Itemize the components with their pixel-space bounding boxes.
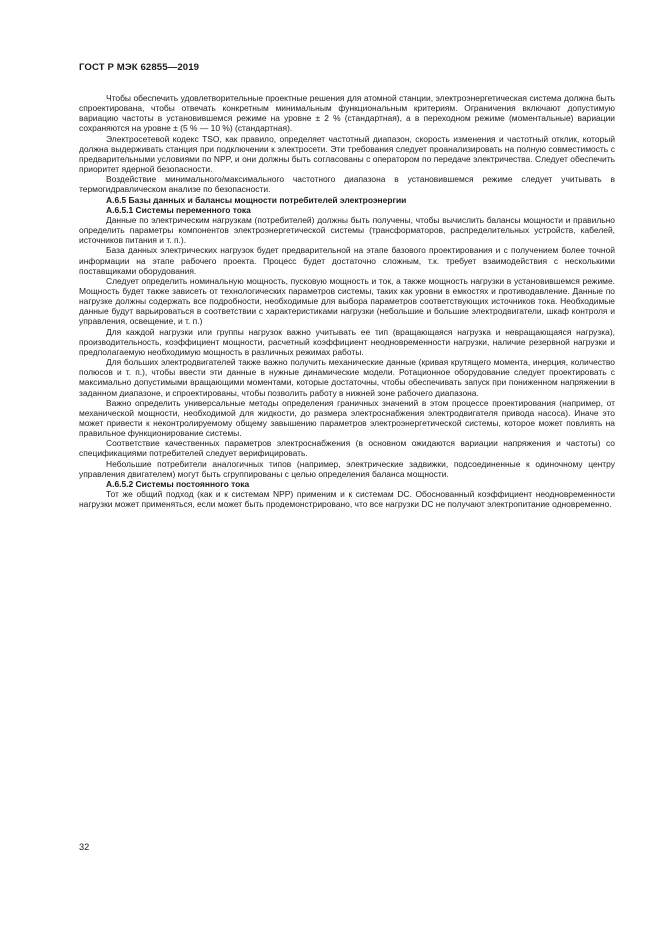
paragraph: Данные по электрическим нагрузкам (потребителей) должны быть получены, чтобы вычислить балансы мощности и правильно определить параметры компонентов электроэнергетической системы (трансформаторов, распределительных устройств, кабелей, источников питания и т. п.). — [79, 214, 615, 246]
page-content — [79, 93, 615, 509]
paragraph: Чтобы обеспечить удовлетворительные проектные решения для атомной станции, электроэнергетическая система должна быть спроектирована, чтобы отвечать конкретным минимальным функциональным критериям. Ограничения включают допустимую вариацию частоты в установившемся режиме на уровне ± 2 % (стандартная), а в переходном режиме (моментальные) вариации сохраняются на уровне ± (5 % — 10 %) (стандартная). — [79, 93, 615, 134]
paragraph: Следует определить номинальную мощность, пусковую мощность и ток, а также мощность нагрузки в установившемся режиме. Мощность будет также зависеть от технологических параметров системы, таких как уровни в емкостях и противодавление. Данные по нагрузке должны содержать все подробности, необходимые для выбора параметров соответствующих источников тока. Необходимые данные будут варьироваться в соответствии с характеристиками нагрузки (небольшие и большие электродвигатели, шкаф контроля и управления, освещение, и т. п.) — [79, 275, 615, 327]
paragraph: Для больших электродвигателей также важно получить механические данные (кривая крутящего момента, инерция, количество полюсов и т. п.), чтобы ввести эти данные в нужные динамические модели. Ротационное оборудование следует проектировать с максимально допустимыми вращающими моментами, которые достаточны, чтобы обеспечивать запуск при пониженном напряжении в заданном диапазоне, и спроектированы, чтобы позволить работу в нижней зоне рабочего диапазона. — [79, 357, 615, 398]
paragraph: Важно определить универсальные методы определения граничных значений в этом процессе проектирования (например, от механической мощности, необходимой для жидкости, до размера электроснабжения электродвигателя привода насоса). Иначе это может привести к неконтролируемому общему завышению параметров электроэнергетической системы, которое может повлиять на правильное функционирование системы. — [79, 397, 615, 439]
subsection-heading: A.6.5.1 Системы переменного тока — [106, 204, 251, 215]
paragraph: Для каждой нагрузки или группы нагрузок важно учитывать ее тип (вращающаяся нагрузка и невращающаяся нагрузка), производительность, коэффициент мощности, расчетный коэффициент неодновременности нагрузки, наличие резервной нагрузки и предполагаемую необходимую мощность в различных режимах работы. — [79, 326, 615, 357]
section-heading: A.6.5 Базы данных и балансы мощности потребителей электроэнергии — [106, 194, 407, 205]
paragraph: Небольшие потребители аналогичных типов (например, электрические задвижки, подсоединенные к одиночному центру управления двигателем) могут быть сгруппированы с целью определения баланса мощности. — [79, 458, 615, 479]
paragraph: База данных электрических нагрузок будет предварительной на этапе базового проектирования и с получением более точной информации на этапе рабочего проекта. Процесс будет достаточно сложным, т.к. требует взаимодействия с несколькими поставщиками оборудования. — [79, 245, 615, 276]
paragraph: Воздействие минимального/максимального частотного диапазона в установившемся режиме следует учитывать в термогидравлическом анализе по безопасности. — [79, 174, 615, 195]
paragraph: Тот же общий подход (как и к системам NPP) применим и к системам DC. Обоснованный коэффициент неодновременности нагрузки может применяться, если может быть продемонстрировано, что все нагрузки DC не получают электропитание одновременно. — [79, 489, 615, 510]
subsection-heading: A.6.5.2 Системы постоянного тока — [106, 478, 250, 489]
paragraph: Соответствие качественных параметров электроснабжения (в основном ожидаются вариации напряжения и частоты) со спецификациями потребителей следует верифицировать. — [79, 438, 615, 459]
page-number: 32 — [79, 842, 90, 852]
document-header: ГОСТ Р МЭК 62855—2019 — [79, 62, 200, 73]
paragraph: Электросетевой кодекс TSO, как правило, определяет частотный диапазон, скорость изменения и частотный отклик, который должна выдерживать станция при подключении к электросети. Эти требования следует проанализировать на полную совместимость с предварительными условиями по NPP, и они должны быть согласованы с оператором по передаче электричества. Следует обеспечить приоритет ядерной безопасности. — [79, 133, 615, 175]
